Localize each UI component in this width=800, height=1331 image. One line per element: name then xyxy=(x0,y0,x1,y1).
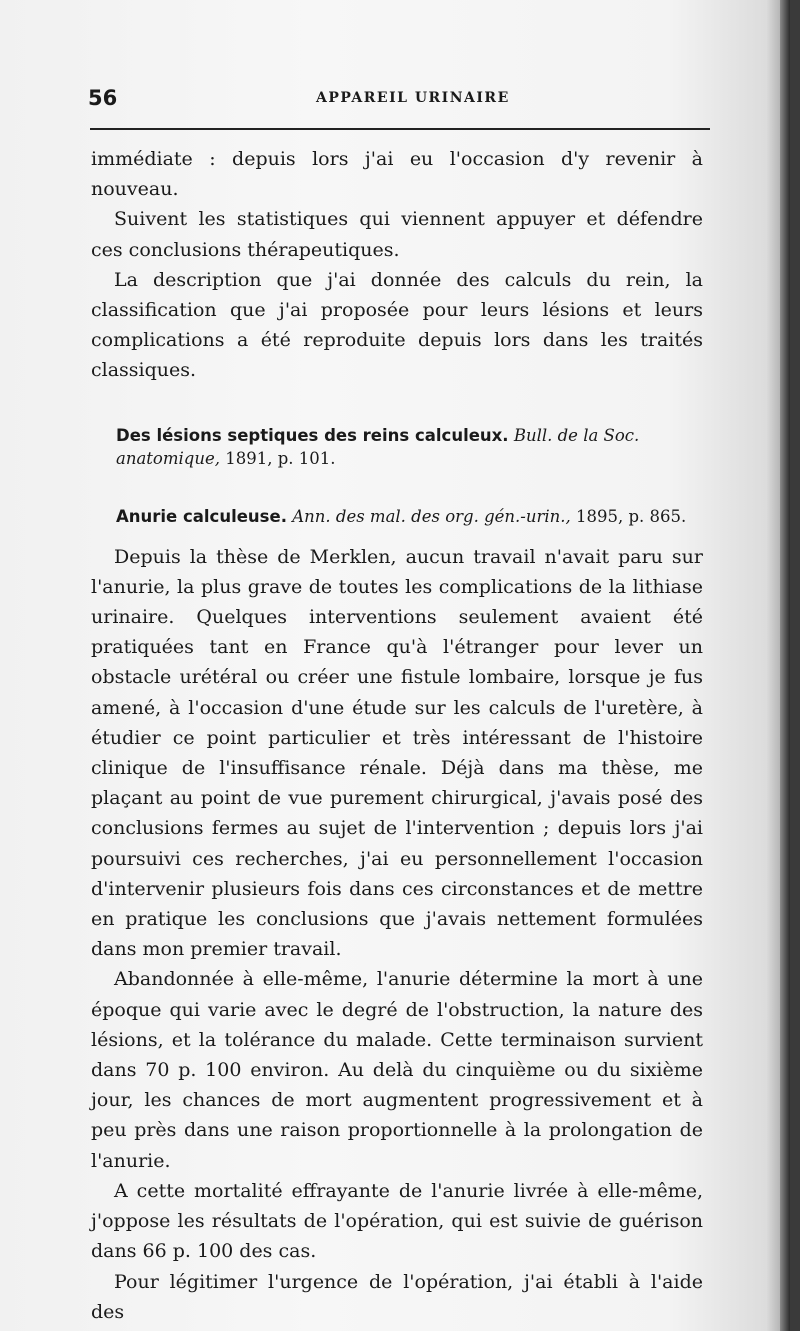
header-rule xyxy=(90,128,710,130)
running-head: APPAREIL URINAIRE xyxy=(316,90,510,106)
reference-details: 1895, p. 865. xyxy=(576,506,687,526)
paragraph: Pour légitimer l'urgence de l'opération, j'ai établi à l'aide des xyxy=(91,1270,703,1323)
paragraph: A cette mortalité effrayante de l'anurie livrée à elle-même, j'oppose les résultats de l'opération, qui est suivie de guérison dans 66 p. 100 des cas. xyxy=(91,1179,703,1263)
reference-journal: Ann. des mal. des org. gén.-urin., xyxy=(292,506,571,526)
paragraph: Suivent les statistiques qui viennent appuyer et défendre ces conclusions thérapeutiques. xyxy=(91,208,703,261)
paragraph: Depuis la thèse de Merklen, aucun travail n'avait paru sur l'anurie, la plus grave de toutes les complications de la lithiase urinaire. Quelques interventions seulement avaient été pratiquées tant en France qu'à l'étranger pour lever un obstacle urétéral ou créer une fistule lombaire, lorsque je fus amené, à l'occasion d'une étude sur les calculs de l'uretère, à étudier ce point particulier et très intéressant de l'histoire clinique de l'insuffisance rénale. Déjà dans ma thèse, me plaçant au point de vue purement chirurgical, j'avais posé des conclusions fermes au sujet de l'intervention ; depuis lors j'ai poursuivi ces recherches, j'ai eu personnellement l'occasion d'intervenir plusieurs fois dans ces circonstances et de mettre en pratique les conclusions que j'avais nettement formulées dans mon premier travail. xyxy=(91,545,703,961)
reference-entry xyxy=(91,424,703,470)
reference-entry xyxy=(91,505,703,528)
paragraph-continuation: immédiate : depuis lors j'ai eu l'occasion d'y revenir à nouveau. xyxy=(91,148,703,201)
paragraph: Abandonnée à elle-même, l'anurie détermine la mort à une époque qui varie avec le degré de l'obstruction, la nature des lésions, et la tolérance du malade. Cette terminaison survient dans 70 p. 100 environ. Au delà du cinquième ou du sixième jour, les chances de mort augmentent progressivement et à peu près dans une raison proportionnelle à la prolongation de l'anurie. xyxy=(91,968,703,1172)
page-header xyxy=(88,86,718,114)
reference-details: 1891, p. 101. xyxy=(225,448,336,468)
page-number: 56 xyxy=(88,86,118,110)
reference-title: Des lésions septiques des reins calculeux. xyxy=(116,425,509,445)
page-binding-edge xyxy=(780,0,790,1331)
reference-journal: Bull. de la Soc. anatomique, xyxy=(116,425,640,468)
paragraph: La description que j'ai donnée des calculs du rein, la classification que j'ai proposée pour leurs lésions et leurs complications a été reproduite depuis lors dans les traités classiques. xyxy=(91,268,703,382)
text-body xyxy=(91,144,703,1327)
reference-title: Anurie calculeuse. xyxy=(116,506,287,526)
